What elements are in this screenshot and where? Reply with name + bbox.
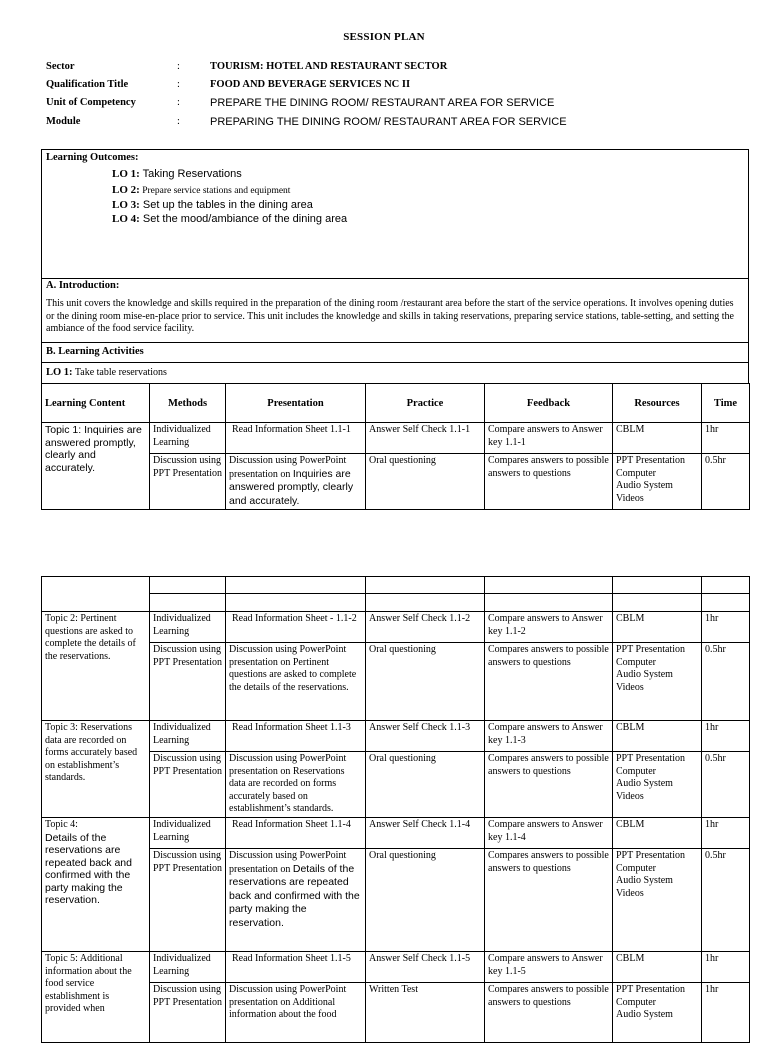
resource-item: Videos: [616, 790, 644, 802]
col-feedback: Feedback: [485, 384, 613, 423]
learning-activities-box: [41, 342, 749, 363]
header-row-qualification: [46, 79, 746, 95]
lo-row-text: Take table reservations: [72, 367, 167, 378]
col-time: Time: [702, 384, 750, 423]
resource-item: PPT Presentation: [616, 455, 685, 466]
feedback-cell: Compares answers to possible answers to questions: [485, 983, 613, 1043]
method-cell: Discussion using PPT Presentation: [150, 643, 226, 721]
table-row: [42, 612, 750, 643]
feedback-cell: Compare answers to Answer key 1.1-2: [485, 612, 613, 643]
feedback-cell: Compares answers to possible answers to questions: [485, 643, 613, 721]
lo-item-1: [112, 168, 242, 180]
header-label: Qualification Title: [46, 79, 129, 90]
practice-cell: Answer Self Check 1.1-2: [366, 612, 485, 643]
header-colon: :: [177, 61, 180, 72]
resources-cell: CBLM: [613, 423, 702, 454]
lo-text: Set up the tables in the dining area: [139, 199, 313, 211]
method-cell: Individualized Learning: [150, 721, 226, 752]
practice-cell: Oral questioning: [366, 849, 485, 952]
col-methods: Methods: [150, 384, 226, 423]
lo-row-box: [41, 362, 749, 384]
col-presentation: Presentation: [226, 384, 366, 423]
topic-label: Topic 4:: [45, 819, 78, 830]
resources-cell: [613, 983, 702, 1043]
resources-cell: CBLM: [613, 818, 702, 849]
presentation-cell: Read Information Sheet 1.1-3: [226, 721, 366, 752]
lo-row-code: LO 1:: [46, 367, 73, 378]
introduction-heading: A. Introduction:: [46, 280, 120, 291]
table-row: [42, 423, 750, 454]
lo-row: [46, 367, 167, 378]
lo-code: LO 2:: [112, 184, 140, 196]
header-value: PREPARING THE DINING ROOM/ RESTAURANT AREA FOR SERVICE: [210, 116, 567, 128]
method-cell: Discussion using PPT Presentation: [150, 983, 226, 1043]
table-header-row: [42, 384, 750, 423]
resource-item: Audio System: [616, 875, 673, 886]
topic-cell: [42, 818, 150, 952]
method-cell: Discussion using PPT Presentation: [150, 849, 226, 952]
presentation-lead: Discussion using PowerPoint presentation on: [229, 850, 347, 875]
lo-text: Set the mood/ambiance of the dining area: [139, 213, 348, 225]
resources-cell: CBLM: [613, 721, 702, 752]
header-row-unit: [46, 97, 746, 113]
time-cell: 1hr: [702, 818, 750, 849]
header-label: Module: [46, 116, 81, 127]
presentation-cell: Read Information Sheet 1.1-1: [226, 423, 366, 454]
resource-item: Audio System: [616, 480, 673, 491]
header-value: TOURISM: HOTEL AND RESTAURANT SECTOR: [210, 61, 448, 72]
feedback-cell: Compares answers to possible answers to questions: [485, 752, 613, 818]
presentation-cell: Read Information Sheet 1.1-5: [226, 952, 366, 983]
resources-cell: [613, 849, 702, 952]
presentation-cell: Discussion using PowerPoint presentation on Reservations data are recorded on forms accurately based on establishment’s standards.: [226, 752, 366, 818]
col-practice: Practice: [366, 384, 485, 423]
resources-cell: CBLM: [613, 612, 702, 643]
feedback-cell: Compares answers to possible answers to questions: [485, 454, 613, 510]
practice-cell: Oral questioning: [366, 643, 485, 721]
method-cell: Discussion using PPT Presentation: [150, 454, 226, 510]
practice-cell: Answer Self Check 1.1-1: [366, 423, 485, 454]
method-cell: Individualized Learning: [150, 423, 226, 454]
resources-cell: [613, 643, 702, 721]
resource-item: Computer: [616, 656, 656, 668]
practice-cell: Written Test: [366, 983, 485, 1043]
header-label: Sector: [46, 61, 75, 72]
resource-item: Computer: [616, 996, 656, 1008]
activities-table-2: [41, 576, 750, 1043]
resource-item: Computer: [616, 467, 656, 479]
presentation-cell: [226, 454, 366, 510]
method-cell: Discussion using PPT Presentation: [150, 752, 226, 818]
feedback-cell: Compare answers to Answer key 1.1-1: [485, 423, 613, 454]
resources-cell: [613, 752, 702, 818]
header-label: Unit of Competency: [46, 97, 136, 108]
method-cell: Individualized Learning: [150, 818, 226, 849]
resource-item: Computer: [616, 765, 656, 777]
resource-item: Videos: [616, 887, 644, 899]
topic-cell: Topic 2: Pertinent questions are asked to complete the details of the reservations.: [42, 612, 150, 721]
empty-header-row: [42, 577, 750, 594]
header-row-sector: [46, 61, 746, 77]
presentation-cell: Discussion using PowerPoint presentation on Additional information about the food: [226, 983, 366, 1043]
table-row: [42, 818, 750, 849]
col-resources: Resources: [613, 384, 702, 423]
time-cell: 0.5hr: [702, 643, 750, 721]
time-cell: 1hr: [702, 983, 750, 1043]
practice-cell: Oral questioning: [366, 752, 485, 818]
topic-cell: Topic 5: Additional information about the food service establishment is provided when: [42, 952, 150, 1043]
header-row-module: [46, 116, 746, 132]
time-cell: 0.5hr: [702, 454, 750, 510]
topic-cell: Topic 3: Reservations data are recorded on forms accurately based on establishment’s standards.: [42, 721, 150, 818]
lo-code: LO 4:: [112, 213, 140, 225]
lo-code: LO 1:: [112, 168, 140, 180]
resources-cell: CBLM: [613, 952, 702, 983]
learning-activities-heading: B. Learning Activities: [46, 346, 144, 357]
resource-item: Audio System: [616, 669, 673, 680]
introduction-box: [41, 278, 749, 343]
lo-item-3: [112, 199, 313, 211]
resources-cell: [613, 454, 702, 510]
table-row: [42, 721, 750, 752]
topic-cell: Topic 1: Inquiries are answered promptly, clearly and accurately.: [42, 423, 150, 510]
resource-item: PPT Presentation: [616, 984, 685, 995]
practice-cell: Answer Self Check 1.1-4: [366, 818, 485, 849]
col-learning-content: Learning Content: [42, 384, 150, 423]
resource-item: Computer: [616, 862, 656, 874]
time-cell: 0.5hr: [702, 752, 750, 818]
table-row: [42, 952, 750, 983]
resource-item: PPT Presentation: [616, 753, 685, 764]
resource-item: PPT Presentation: [616, 644, 685, 655]
presentation-cell: Read Information Sheet 1.1-4: [226, 818, 366, 849]
topic-text: Details of the reservations are repeated back and confirmed with the party making the reservation.: [45, 831, 132, 906]
presentation-cell: Discussion using PowerPoint presentation on Pertinent questions are asked to complete the details of the reservations.: [226, 643, 366, 721]
learning-outcomes-box: [41, 149, 749, 279]
activities-table-1: [41, 383, 750, 510]
lo-code: LO 3:: [112, 199, 140, 211]
lo-text: Taking Reservations: [139, 168, 242, 180]
header-colon: :: [177, 79, 180, 90]
presentation-cell: [226, 849, 366, 952]
time-cell: 1hr: [702, 423, 750, 454]
practice-cell: Oral questioning: [366, 454, 485, 510]
method-cell: Individualized Learning: [150, 612, 226, 643]
feedback-cell: Compare answers to Answer key 1.1-3: [485, 721, 613, 752]
time-cell: 1hr: [702, 721, 750, 752]
resource-item: Audio System: [616, 1009, 673, 1020]
presentation-cell: Read Information Sheet - 1.1-2: [226, 612, 366, 643]
header-value: PREPARE THE DINING ROOM/ RESTAURANT AREA FOR SERVICE: [210, 97, 555, 109]
resource-item: Audio System: [616, 778, 673, 789]
feedback-cell: Compares answers to possible answers to questions: [485, 849, 613, 952]
practice-cell: Answer Self Check 1.1-5: [366, 952, 485, 983]
page-title: SESSION PLAN: [343, 31, 425, 43]
time-cell: 1hr: [702, 952, 750, 983]
header-value: FOOD AND BEVERAGE SERVICES NC II: [210, 79, 411, 90]
learning-outcomes-heading: Learning Outcomes:: [46, 152, 139, 163]
lo-text: Prepare service stations and equipment: [139, 186, 291, 196]
lo-item-4: [112, 213, 347, 225]
lo-item-2: [112, 184, 290, 196]
introduction-body: This unit covers the knowledge and skills required in the preparation of the dining room /restaurant area before the start of the service operations. It involves opening duties or the dining room mise-en-place prior to service. This unit includes the knowledge and skills in taking reservations, preparing service stations, table-setting, and setting the ambiance of the food service facility.: [46, 298, 734, 334]
header-colon: :: [177, 116, 180, 127]
resource-item: PPT Presentation: [616, 850, 685, 861]
method-cell: Individualized Learning: [150, 952, 226, 983]
header-colon: :: [177, 97, 180, 108]
presentation-topic: Details of the reservations are repeated back and confirmed with the party making the reservation.: [229, 862, 360, 929]
practice-cell: Answer Self Check 1.1-3: [366, 721, 485, 752]
resource-item: Videos: [616, 681, 644, 693]
feedback-cell: Compare answers to Answer key 1.1-4: [485, 818, 613, 849]
resource-item: Videos: [616, 492, 644, 504]
presentation-topic: Inquiries are answered promptly, clearly and accurately.: [229, 467, 354, 507]
time-cell: 0.5hr: [702, 849, 750, 952]
time-cell: 1hr: [702, 612, 750, 643]
presentation-lead: Discussion using PowerPoint presentation on: [229, 455, 347, 480]
feedback-cell: Compare answers to Answer key 1.1-5: [485, 952, 613, 983]
